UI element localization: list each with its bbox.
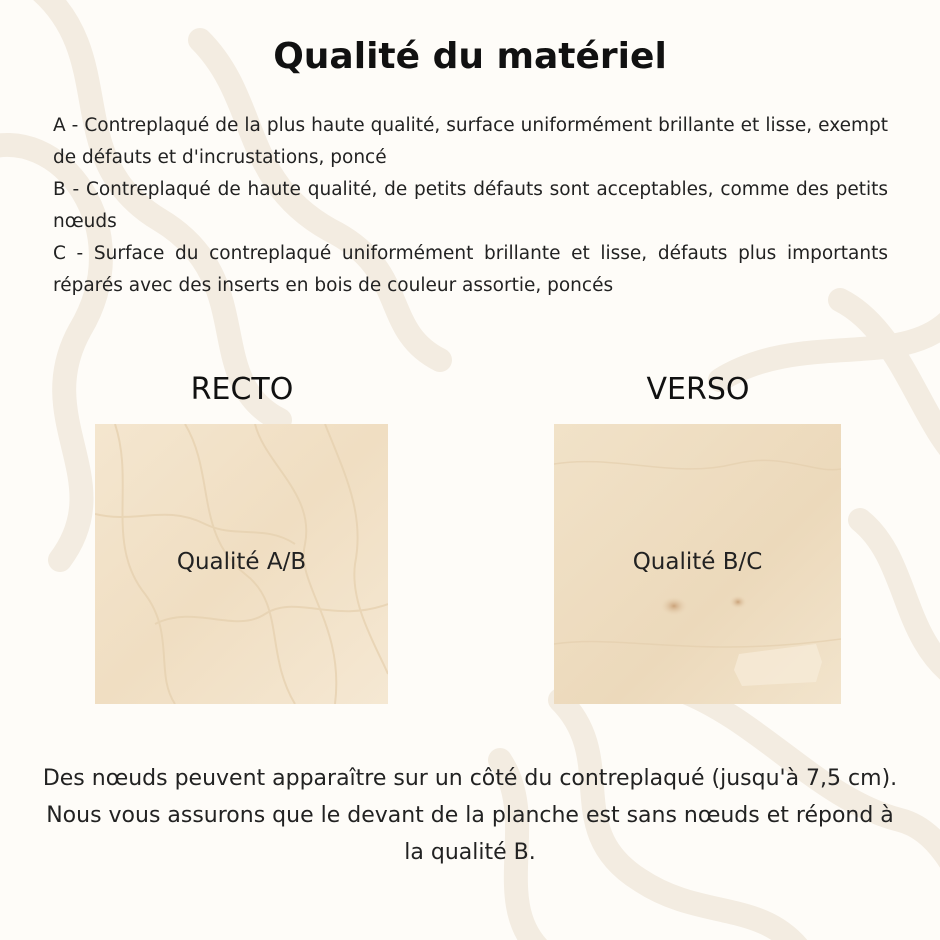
page-title: Qualité du matériel bbox=[273, 36, 667, 77]
recto-wood-sample bbox=[95, 424, 388, 704]
quality-a-description: A - Contreplaqué de la plus haute qualité, surface uniformément brillante et lisse, exempt de défauts et d'incrustations, poncé bbox=[53, 115, 888, 168]
verso-quality-label: Qualité B/C bbox=[632, 549, 763, 575]
verso-wood-sample bbox=[554, 424, 841, 704]
recto-quality-label: Qualité A/B bbox=[176, 549, 307, 575]
recto-heading: RECTO bbox=[190, 372, 294, 407]
verso-heading: VERSO bbox=[646, 372, 750, 407]
quality-b-description: B - Contreplaqué de haute qualité, de petits défauts sont acceptables, comme des petits nœuds bbox=[53, 179, 888, 232]
quality-c-description: C - Surface du contreplaqué uniformément brillante et lisse, défauts plus importants réparés avec des inserts en bois de couleur assortie, poncés bbox=[53, 243, 888, 296]
knots-note: Des nœuds peuvent apparaître sur un côté du contreplaqué (jusqu'à 7,5 cm). Nous vous assurons que le devant de la planche est sans nœuds et répond à la qualité B. bbox=[42, 766, 898, 865]
quality-description bbox=[53, 110, 888, 302]
